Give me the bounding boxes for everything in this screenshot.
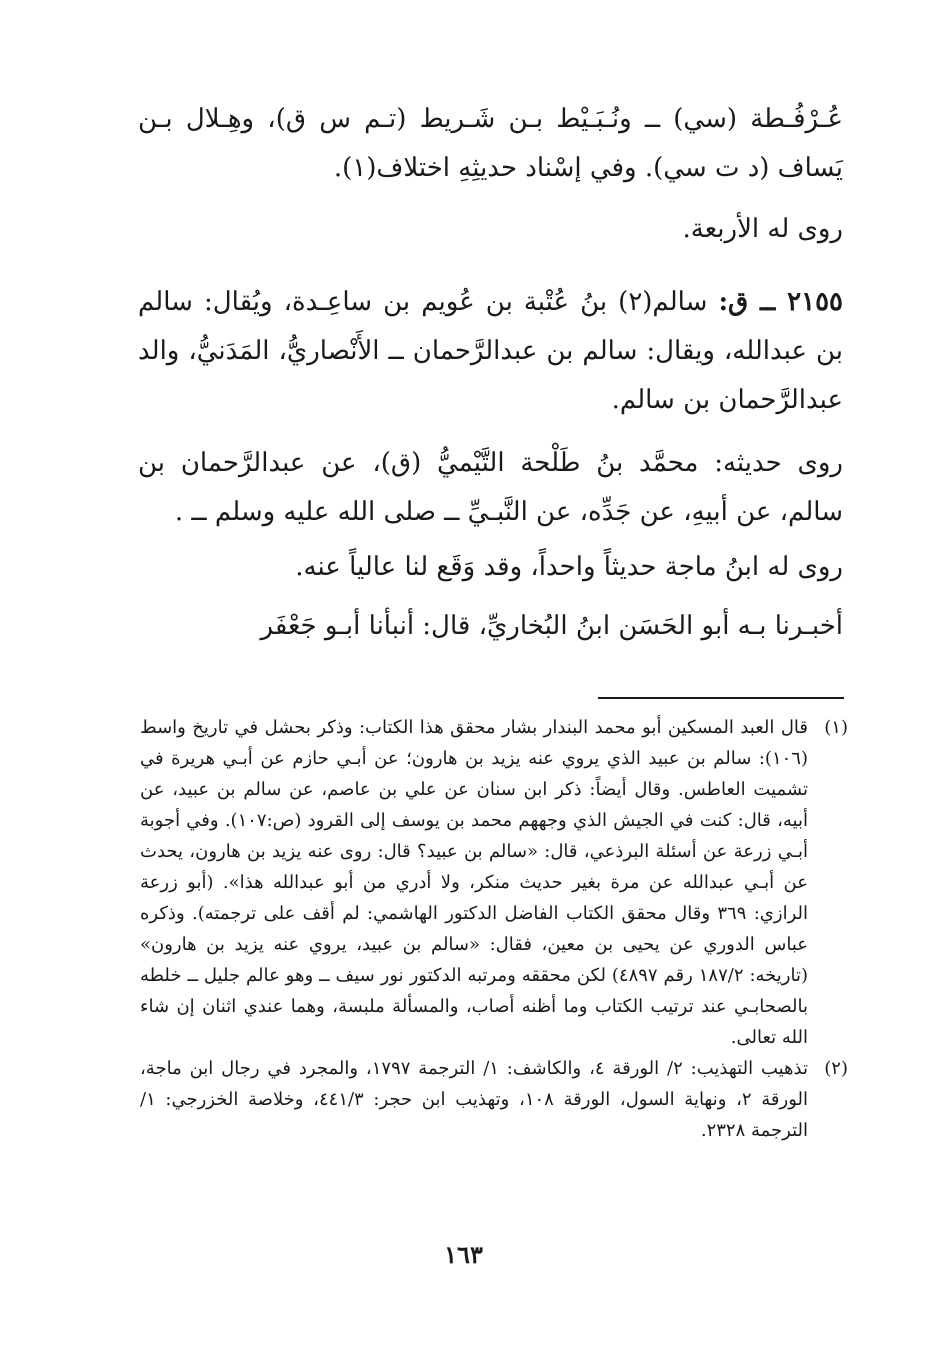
- footnote-text: تذهيب التهذيب: ٢/ الورقة ٤، والكاشف: ١/ الترجمة ١٧٩٧، والمجرد في رجال ابن ماجة، الورقة ٢، ونهاية السول، الورقة ١٠٨، وتهذيب ابن حجر: ٤٤١/٣، وخلاصة الخزرجي: ١/ الترجمة ٢٣٢٨.: [140, 1058, 808, 1141]
- entry-heading-paragraph: [138, 278, 843, 425]
- paragraph-akhbarana: أخبـرنا بـه أبو الحَسَن ابنُ البُخاريِّ، قال: أنبأنا أبـو جَعْفَر: [260, 611, 843, 641]
- footnote-mark: (٢): [824, 1058, 848, 1079]
- page-number: ١٦٣: [444, 1240, 483, 1269]
- footnote-text: قال العبد المسكين أبو محمد البندار بشار محقق هذا الكتاب: وذكر بحشل في تاريخ واسط (١٠٦): سالم بن عبيد الذي يروي عنه يزيد بن هارون؛ عن أبـي حازم عن أبـي هريرة في تشميت العاطس. وقال أيضاً: ذكر ابن سنان عن علي بن عاصم، عن سالم بن عبيد، عن أبيه، قال: كنت في الجيش الذي وجههم محمد بن يوسف إلى القرود (ص:١٠٧). وفي أجوبة أبـي زرعة عن أسئلة البرذعي، قال: «سالم بن عبيد؟ قال: روى عنه يزيد بن هارون، يحدث عن أبـي عبدالله عن مرة بغير حديث منكر، ولا أدري من أبو عبدالله هذا». (أبو زرعة الرازي: ٣٦٩ وقال محقق الكتاب الفاضل الدكتور الهاشمي: لم أقف على ترجمته). وذكره عباس الدوري عن يحيى بن معين، فقال: «سالم بن عبيد، يروي عنه يزيد بن هارون» (تاريخه: ١٨٧/٢ رقم ٤٨٩٧) لكن محققه ومرتبه الدكتور نور سيف ــ وهو عالم جليل ــ خلطه بالصحابـي عند ترتيب الكتاب وما أظنه أصاب، والمسألة ملبسة، وهما عندي اثنان إن شاء الله تعالى.: [140, 717, 808, 1048]
- footnote-2: [140, 1053, 848, 1146]
- entry-number: ٢١٥٥ ــ ق:: [718, 287, 844, 317]
- footnote-separator: [598, 697, 844, 699]
- footnotes: [140, 712, 848, 1146]
- entry-text: سالم(٢) بنُ عُتْبة بن عُويم بن ساعِـدة، ويُقال: سالم بن عبدالله، ويقال: سالم بن عبدالرَّحمان ــ الأَنْصاريُّ، المَدَنيُّ، والد عبدالرَّحمان بن سالم.: [138, 287, 843, 415]
- paragraph-hadith-chain: روى حديثه: محمَّد بنُ طَلْحة التَّيْميُّ (ق)، عن عبدالرَّحمان بن سالم، عن أبيهِ، عن جَدِّه، عن النَّبـيِّ ــ صلى الله عليه وسلم ــ .: [138, 448, 843, 527]
- main-text: [138, 95, 843, 651]
- footnote-mark: (١): [824, 717, 848, 738]
- paragraph-continuation: عُـرْفُـطة (سي) ــ ونُـبَـيْط بـن شَـريط (تـم س ق)، وهِـلال بـن يَساف (د ت سي). وفي إسْناد حديثِهِ اختلاف(١).: [138, 104, 843, 183]
- footnote-1: [140, 712, 848, 1053]
- paragraph-ibn-majah: روى له ابنُ ماجة حديثاً واحداً، وقد وَقَع لنا عالياً عنه.: [295, 552, 843, 582]
- paragraph-narrated-by: روى له الأربعة.: [682, 214, 843, 244]
